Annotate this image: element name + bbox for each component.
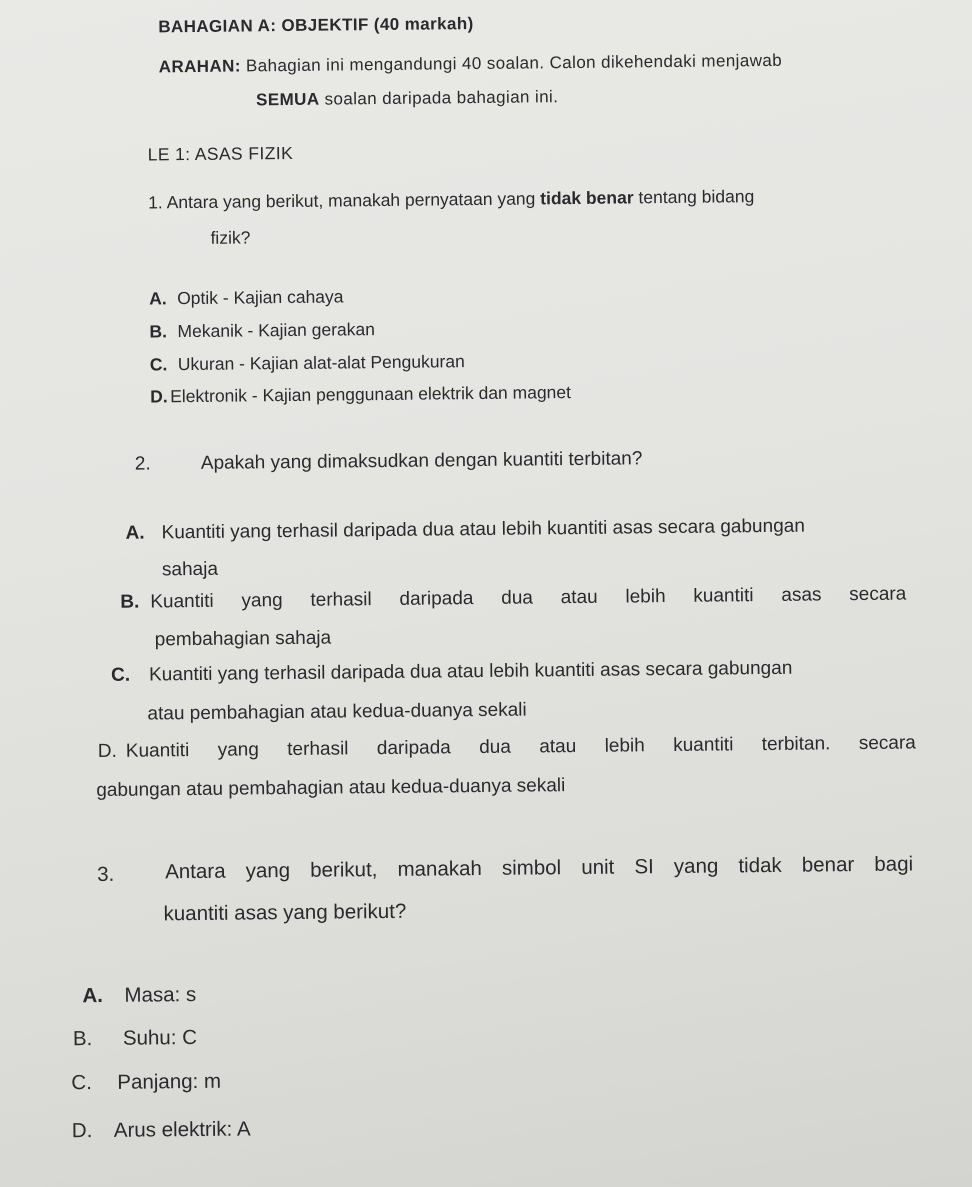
question-2-option-d-line-2: gabungan atau pembahagian atau kedua-duanya sekali xyxy=(96,775,566,802)
instruction-text-1: Bahagian ini mengandungi 40 soalan. Calon dikehendaki menjawab xyxy=(245,50,783,76)
instruction-bold: SEMUA xyxy=(255,89,320,110)
question-3-option-b: B. Suhu: C xyxy=(72,1025,198,1051)
question-1-option-d: D. Elektronik - Kajian penggunaan elektrik dan magnet xyxy=(150,382,572,407)
question-1-option-c: C. Ukuran - Kajian alat-alat Pengukuran xyxy=(149,351,465,375)
question-1-stem-line-2: fizik? xyxy=(210,227,251,248)
question-2-option-c: C. Kuantiti yang terhasil daripada dua atau lebih kuantiti asas secara gabungan xyxy=(110,657,793,686)
question-2-number: 2. xyxy=(134,453,151,475)
question-3-stem-line-2: kuantiti asas yang berikut? xyxy=(163,899,407,926)
instruction-line-1 xyxy=(159,52,783,76)
question-2-option-c-line-2: atau pembahagian atau kedua-duanya sekali xyxy=(147,699,527,725)
instruction-label: ARAHAN: xyxy=(158,56,241,77)
question-3-number: 3. xyxy=(97,862,115,887)
section-title: BAHAGIAN A: OBJEKTIF (40 markah) xyxy=(158,14,474,37)
question-3-option-a: A. Masa: s xyxy=(82,983,197,1008)
question-2-option-a-line-2: sahaja xyxy=(161,558,219,581)
question-1-emphasis: tidak benar xyxy=(540,187,634,209)
question-2-option-a: A. Kuantiti yang terhasil daripada dua atau lebih kuantiti asas secara gabungan xyxy=(125,515,805,544)
question-2-option-d: D. Kuantiti yang terhasil daripada dua atau lebih kuantiti terbitan. secara xyxy=(97,732,916,763)
question-2-option-b-line-2: pembahagian sahaja xyxy=(154,627,332,651)
question-3-stem-line-1: Antara yang berikut, manakah simbol unit SI yang tidak benar bagi xyxy=(165,852,914,884)
question-1-option-b: B. Mekanik - Kajian gerakan xyxy=(149,319,376,342)
question-1-stem-line-1: 1. Antara yang berikut, manakah pernyataan yang tidak benar tentang bidang xyxy=(148,186,755,213)
instruction-text-2: soalan daripada bahagian ini. xyxy=(324,87,559,109)
question-3-option-d: D. Arus elektrik: A xyxy=(71,1117,251,1143)
question-2-option-b: B. Kuantiti yang terhasil daripada dua atau lebih kuantiti asas secara xyxy=(120,583,907,613)
question-2-stem: 2. Apakah yang dimaksudkan dengan kuantiti terbitan? xyxy=(134,448,643,475)
question-1-option-a: A. Optik - Kajian cahaya xyxy=(149,286,344,309)
question-3-option-c: C. Panjang: m xyxy=(71,1069,222,1095)
instruction-line-2 xyxy=(256,88,558,108)
chapter-heading: LE 1: ASAS FIZIK xyxy=(147,142,294,165)
question-1-number: 1. xyxy=(148,192,163,213)
